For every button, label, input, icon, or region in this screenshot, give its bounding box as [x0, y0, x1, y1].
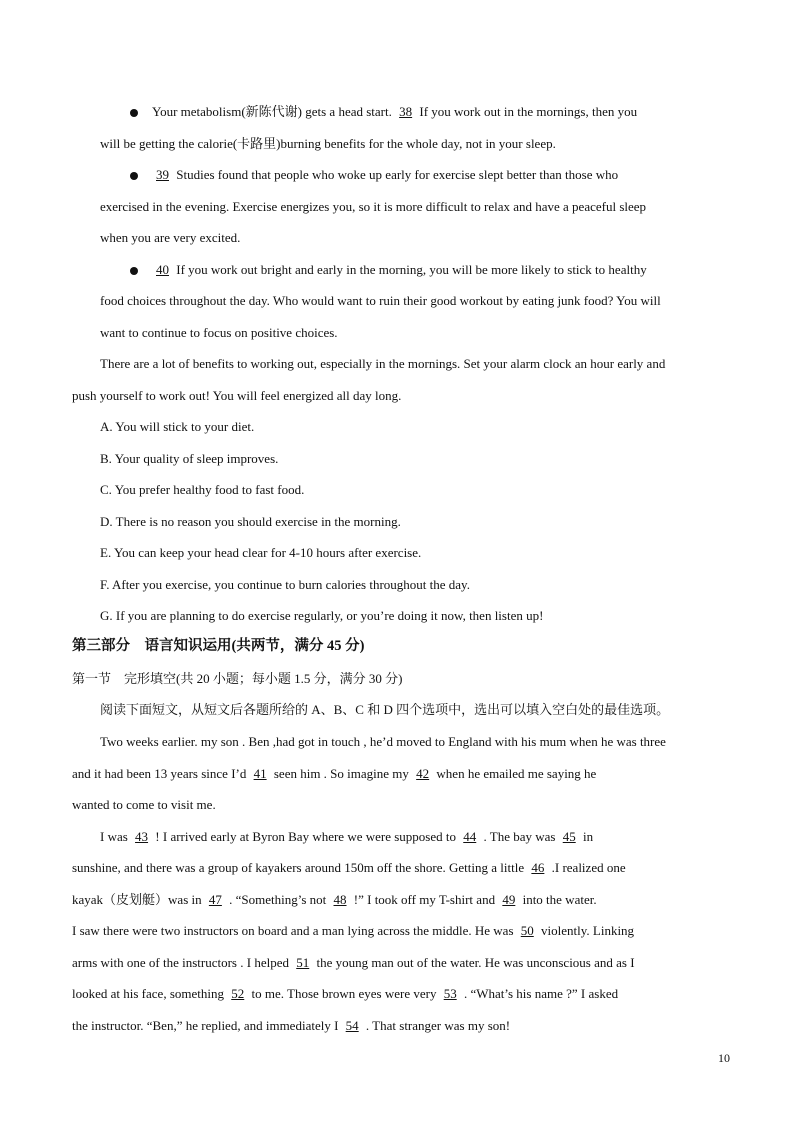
option-d: D. There is no reason you should exercise in the morning.: [100, 514, 401, 529]
cloze-p2-l4: I saw there were two instructors on board and a man lying across the middle. He was 50 violently. Linking: [72, 923, 635, 938]
closing-line-2: push yourself to work out! You will feel energized all day long.: [72, 388, 402, 403]
blank-46: 46: [531, 860, 545, 875]
blank-49: 49: [502, 892, 516, 907]
option-c: C. You prefer healthy food to fast food.: [100, 482, 305, 497]
blank-48: 48: [333, 892, 347, 907]
item-40-cont-1: food choices throughout the day. Who would want to ruin their good workout by eating junk food? You will: [100, 293, 661, 308]
cloze-p2-l1: I was 43 ! I arrived early at Byron Bay where we were supposed to 44 . The bay was 45 in: [100, 829, 594, 844]
option-g: G. If you are planning to do exercise regularly, or you’re doing it now, then listen up!: [100, 608, 544, 623]
instruction-text: 阅读下面短文，从短文后各题所给的 A、B、C 和 D 四个选项中，选出可以填入空白处的最佳选项。: [100, 702, 670, 717]
item-38: Your metabolism(新陈代谢) gets a head start. 38 If you work out in the mornings, then you: [130, 104, 800, 120]
section-title: 第一节 完形填空(共 20 小题；每小题 1.5 分，满分 30 分): [72, 671, 403, 686]
bullet-icon: [130, 109, 138, 117]
blank-45: 45: [562, 829, 576, 844]
blank-53: 53: [443, 986, 457, 1001]
blank-47: 47: [208, 892, 222, 907]
option-e: E. You can keep your head clear for 4-10 hours after exercise.: [100, 545, 422, 560]
blank-54: 54: [345, 1018, 359, 1033]
blank-44: 44: [463, 829, 477, 844]
cloze-p1-l2: and it had been 13 years since I’d 41 seen him . So imagine my 42 when he emailed me saying he: [72, 766, 597, 781]
item-39: 39 Studies found that people who woke up early for exercise slept better than those who: [130, 167, 800, 183]
item-40-cont-2: want to continue to focus on positive choices.: [100, 325, 338, 340]
part-three-title: 第三部分 语言知识运用(共两节，满分 45 分): [72, 638, 365, 654]
cloze-p2-l3: kayak（皮划艇）was in 47 . “Something’s not 48 !” I took off my T-shirt and 49 into the water.: [72, 892, 597, 907]
option-f: F. After you exercise, you continue to burn calories throughout the day.: [100, 577, 470, 592]
cloze-p1-l1: Two weeks earlier. my son . Ben ,had got in touch , he’d moved to England with his mum when he was three: [100, 734, 666, 749]
blank-52: 52: [231, 986, 245, 1001]
item-39-cont-2: when you are very excited.: [100, 230, 241, 245]
item-39-cont-1: exercised in the evening. Exercise energizes you, so it is more difficult to relax and have a peaceful sleep: [100, 199, 647, 214]
blank-38: 38: [399, 104, 413, 119]
blank-51: 51: [296, 955, 310, 970]
cloze-p1-l3: wanted to come to visit me.: [72, 797, 216, 812]
bullet-icon: [130, 267, 138, 275]
option-b: B. Your quality of sleep improves.: [100, 451, 279, 466]
item-38-cont: will be getting the calorie(卡路里)burning benefits for the whole day, not in your sleep.: [100, 136, 556, 151]
cloze-p2-l6: looked at his face, something 52 to me. Those brown eyes were very 53 . “What’s his name ?” I asked: [72, 986, 619, 1001]
blank-41: 41: [253, 766, 267, 781]
item-40: 40 If you work out bright and early in the morning, you will be more likely to stick to healthy: [130, 262, 800, 278]
cloze-p2-l2: sunshine, and there was a group of kayakers around 150m off the shore. Getting a little 46 .I realized one: [72, 860, 626, 875]
blank-50: 50: [520, 923, 534, 938]
option-a: A. You will stick to your diet.: [100, 419, 255, 434]
blank-43: 43: [135, 829, 149, 844]
closing-line-1: There are a lot of benefits to working out, especially in the mornings. Set your alarm clock an hour early and: [100, 356, 666, 371]
bullet-icon: [130, 172, 138, 180]
blank-42: 42: [416, 766, 430, 781]
blank-39: 39: [156, 167, 169, 182]
page-number: 10: [718, 1051, 730, 1065]
cloze-p2-l7: the instructor. “Ben,” he replied, and immediately I 54 . That stranger was my son!: [72, 1018, 511, 1033]
blank-40: 40: [156, 262, 169, 277]
cloze-p2-l5: arms with one of the instructors . I helped 51 the young man out of the water. He was unconscious and as I: [72, 955, 635, 970]
